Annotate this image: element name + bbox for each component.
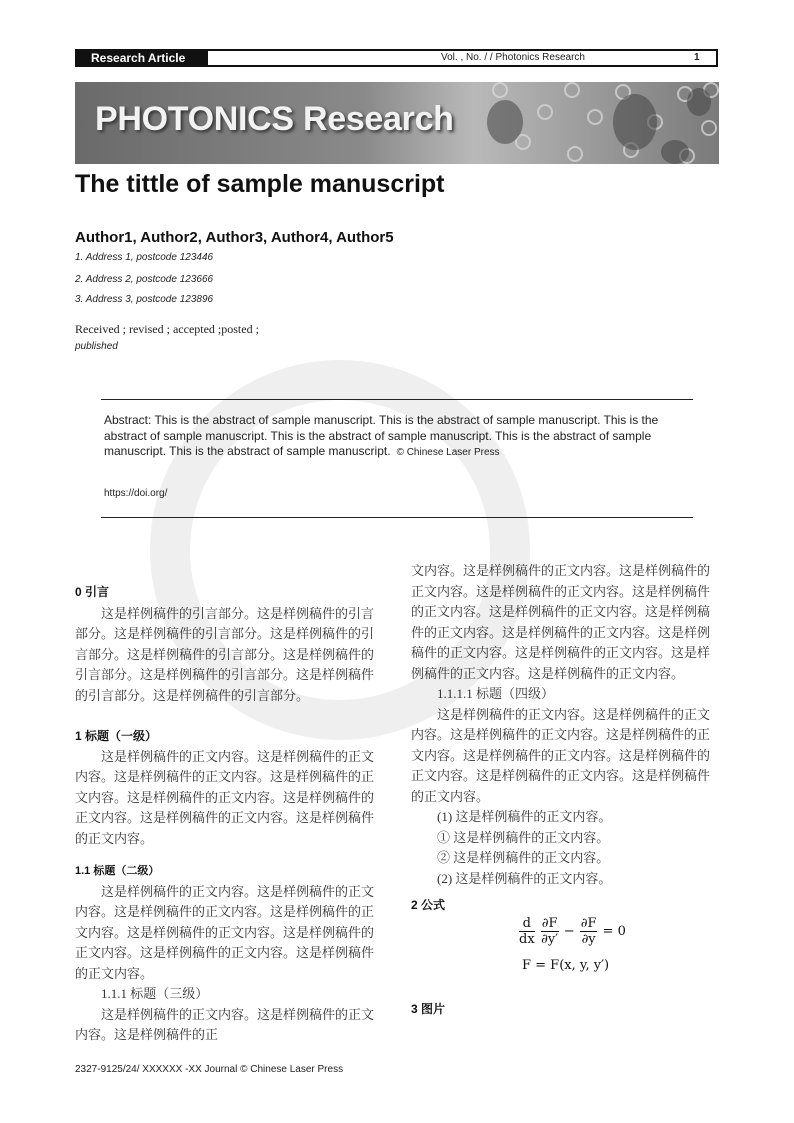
intro-paragraph: 这是样例稿件的引言部分。这是样例稿件的引言部分。这是样例稿件的引言部分。这是样例稿件的引言部分。这是样例稿件的引言部分。这是样例稿件的引言部分。这是样例稿件的引言部分。这是样例稿件的引言部分。这是样例稿件的引言部分。	[75, 605, 375, 703]
eq-g-denominator: ∂y	[581, 932, 596, 947]
right-column	[411, 561, 719, 889]
published-label: published	[75, 341, 118, 352]
article-title: The tittle of sample manuscript	[75, 170, 445, 198]
section-1-1-1-1-paragraph: 这是样例稿件的正文内容。这是样例稿件的正文内容。这是样例稿件的正文内容。这是样例稿件的正文内容。这是样例稿件的正文内容。这是样例稿件的正文内容。这是样例稿件的正文内容。这是样例稿件的正文内容。	[411, 706, 711, 804]
author-list: Author1, Author2, Author3, Author4, Author5	[75, 229, 394, 246]
eq-d-denominator: dx	[519, 932, 535, 947]
address-3: 3. Address 3, postcode 123896	[75, 294, 214, 305]
eq-g-numerator: ∂F	[580, 916, 597, 931]
left-column	[75, 582, 383, 1046]
journal-volume: Vol. , No. / / Photonics Research	[441, 52, 585, 63]
eq-rhs: = 0	[602, 924, 626, 939]
section-1-1-paragraph: 这是样例稿件的正文内容。这是样例稿件的正文内容。这是样例稿件的正文内容。这是样例稿件的正文内容。这是样例稿件的正文内容。这是样例稿件的正文内容。这是样例稿件的正文内容。这是样例稿件的正文内容。	[75, 883, 375, 981]
list-item: ① 这是样例稿件的正文内容。	[437, 829, 610, 845]
abstract-bottom-rule	[101, 517, 693, 518]
page-number: 1	[694, 52, 700, 63]
eq-d-numerator: d	[519, 916, 535, 932]
eq-f-numerator: ∂F	[541, 916, 558, 931]
section-heading-1: 1 标题（一级）	[75, 729, 158, 743]
section-heading-1-1-1-1: 1.1.1.1 标题（四级）	[437, 686, 555, 701]
section-heading-intro: 0 引言	[75, 585, 110, 599]
article-type-tag: Research Article	[77, 51, 208, 65]
list-item: ② 这是样例稿件的正文内容。	[437, 850, 610, 865]
banner-title: PHOTONICS Research	[95, 100, 454, 138]
address-2: 2. Address 2, postcode 123666	[75, 274, 214, 285]
continued-paragraph: 文内容。这是样例稿件的正文内容。这是样例稿件的正文内容。这是样例稿件的正文内容。这是样例稿件的正文内容。这是样例稿件的正文内容。这是样例稿件的正文内容。这是样例稿件的正文内容。这是样例稿件的正文内容。这是样例稿件的正文内容。这是样例稿件的正文内容。这是样例稿件的正文内容。	[411, 563, 711, 681]
section-heading-figure: 3 图片	[411, 1002, 446, 1016]
abstract-text: Abstract: This is the abstract of sample manuscript. This is the abstract of sample manuscript. This is the abstract of sample manuscript. This is the abstract of sample manuscript. This is the abstract of sample manuscript. This is the abstract of sample manuscript.	[104, 413, 659, 458]
equation-1	[518, 916, 626, 947]
abstract	[104, 413, 692, 461]
section-heading-1-1: 1.1 标题（二级）	[75, 865, 160, 877]
abstract-copyright: © Chinese Laser Press	[396, 447, 500, 458]
equation-2: F = F(x, y, y′)	[522, 958, 610, 973]
eq-minus: −	[563, 924, 575, 939]
section-heading-formula: 2 公式	[411, 898, 446, 912]
section-heading-1-1-1: 1.1.1 标题（三级）	[101, 986, 209, 1001]
journal-banner	[75, 82, 719, 164]
abstract-top-rule	[101, 399, 693, 400]
section-1-paragraph: 这是样例稿件的正文内容。这是样例稿件的正文内容。这是样例稿件的正文内容。这是样例稿件的正文内容。这是样例稿件的正文内容。这是样例稿件的正文内容。这是样例稿件的正文内容。这是样例稿件的正文内容。	[75, 748, 375, 846]
doi-link[interactable]: https://doi.org/	[104, 488, 168, 499]
list-item: (2) 这是样例稿件的正文内容。	[437, 870, 612, 886]
list-item: (1) 这是样例稿件的正文内容。	[437, 809, 612, 824]
footer-issn: 2327-9125/24/ XXXXXX -XX Journal © Chinese Laser Press	[75, 1064, 344, 1075]
section-1-1-1-paragraph: 这是样例稿件的正文内容。这是样例稿件的正文内容。这是样例稿件的正	[75, 1006, 375, 1042]
address-1: 1. Address 1, postcode 123446	[75, 252, 214, 263]
eq-f-denominator: ∂y′	[541, 932, 559, 947]
received-dates: Received ; revised ; accepted ;posted ;	[75, 322, 259, 336]
